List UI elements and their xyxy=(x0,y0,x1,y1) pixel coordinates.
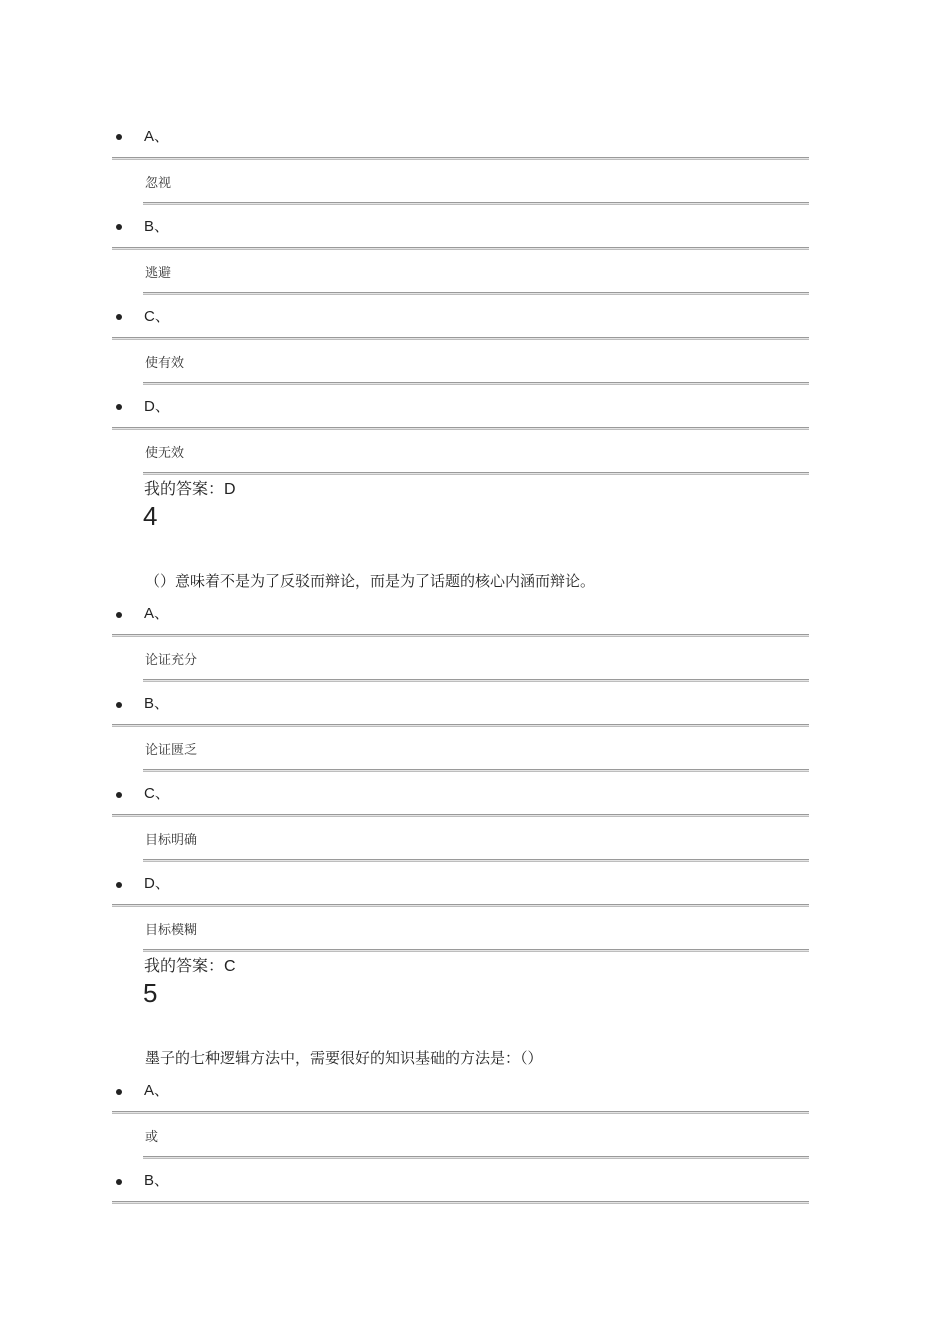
question-text: （）意味着不是为了反驳而辩论，而是为了话题的核心内涵而辩论。 xyxy=(145,572,596,590)
my-answer-value: C xyxy=(224,958,236,975)
option-divider xyxy=(143,769,809,772)
bullet-icon xyxy=(116,404,122,410)
question-number: 4 xyxy=(143,501,158,531)
option-text[interactable]: 使无效 xyxy=(145,446,185,461)
option-letter[interactable]: D、 xyxy=(144,398,170,415)
option-letter[interactable]: B、 xyxy=(144,1172,170,1189)
option-text[interactable]: 忽视 xyxy=(145,176,172,191)
option-divider xyxy=(112,724,809,727)
bullet-icon xyxy=(116,134,122,140)
my-answer xyxy=(144,479,236,500)
option-letter[interactable]: A、 xyxy=(144,128,170,145)
option-divider xyxy=(143,202,809,205)
question-text: 墨子的七种逻辑方法中，需要很好的知识基础的方法是：（） xyxy=(145,1049,543,1067)
option-divider xyxy=(143,859,809,862)
option-letter[interactable]: B、 xyxy=(144,218,170,235)
bullet-icon xyxy=(116,1179,122,1185)
option-divider xyxy=(143,382,809,385)
bullet-icon xyxy=(116,612,122,618)
bullet-icon xyxy=(116,702,122,708)
bullet-icon xyxy=(116,882,122,888)
option-divider xyxy=(112,337,809,340)
bullet-icon xyxy=(116,224,122,230)
option-text[interactable]: 论证充分 xyxy=(145,653,198,668)
option-letter[interactable]: C、 xyxy=(144,308,170,325)
option-divider xyxy=(143,472,809,475)
option-text[interactable]: 逃避 xyxy=(145,266,172,281)
option-divider xyxy=(112,634,809,637)
option-divider xyxy=(143,679,809,682)
option-letter[interactable]: A、 xyxy=(144,605,170,622)
option-divider xyxy=(112,904,809,907)
option-divider xyxy=(112,247,809,250)
bullet-icon xyxy=(116,314,122,320)
option-text[interactable]: 或 xyxy=(145,1130,159,1145)
option-text[interactable]: 目标明确 xyxy=(145,833,198,848)
bullet-icon xyxy=(116,1089,122,1095)
option-divider xyxy=(112,427,809,430)
option-text[interactable]: 目标模糊 xyxy=(145,923,198,938)
my-answer-label: 我的答案： xyxy=(144,956,225,975)
option-text[interactable]: 论证匮乏 xyxy=(145,743,198,758)
option-divider xyxy=(143,1156,809,1159)
option-letter[interactable]: D、 xyxy=(144,875,170,892)
option-divider xyxy=(112,157,809,160)
option-letter[interactable]: C、 xyxy=(144,785,170,802)
option-divider xyxy=(112,1201,809,1204)
question-number: 5 xyxy=(143,978,158,1008)
my-answer xyxy=(144,956,236,977)
option-text[interactable]: 使有效 xyxy=(145,356,185,371)
option-letter[interactable]: A、 xyxy=(144,1082,170,1099)
option-divider xyxy=(143,292,809,295)
option-divider xyxy=(112,814,809,817)
option-divider xyxy=(112,1111,809,1114)
option-letter[interactable]: B、 xyxy=(144,695,170,712)
option-divider xyxy=(143,949,809,952)
bullet-icon xyxy=(116,792,122,798)
my-answer-value: D xyxy=(224,481,236,498)
my-answer-label: 我的答案： xyxy=(144,479,225,498)
